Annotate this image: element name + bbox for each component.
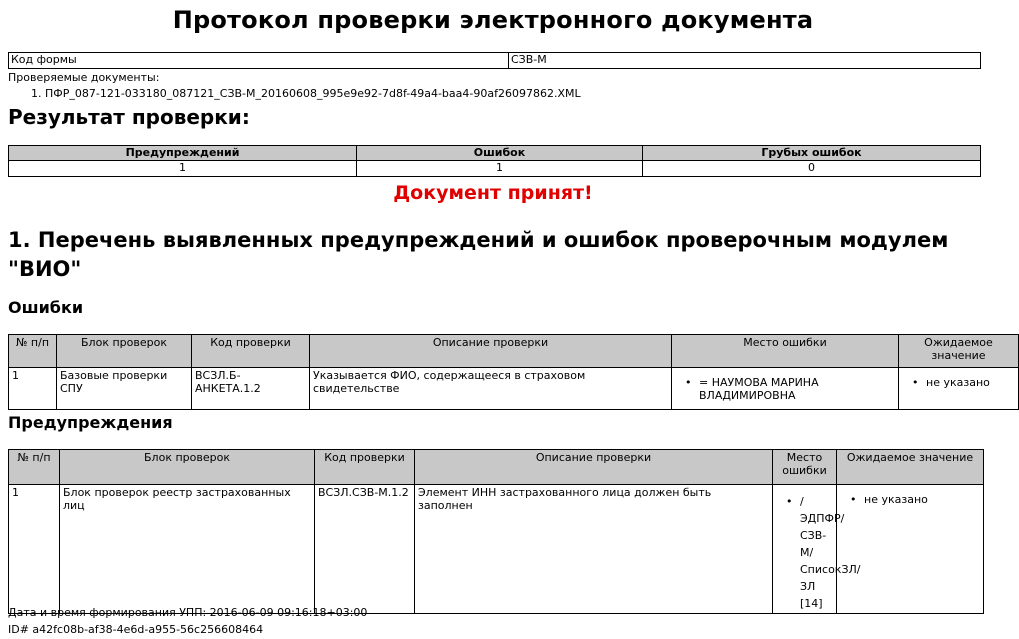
errors-header-block: Блок проверок [57, 335, 192, 368]
table-row [9, 485, 984, 614]
generation-datetime: Дата и время формирования УПП: 2016-06-09 09:16:18+03:00 [8, 606, 368, 619]
warnings-heading: Предупреждения [8, 413, 173, 432]
errors-header-num: № п/п [9, 335, 57, 368]
result-summary-table [8, 145, 981, 177]
section-heading: 1. Перечень выявленных предупреждений и ошибок проверочным модулем "ВИО" [8, 228, 949, 281]
warnings-header-code: Код проверки [315, 450, 415, 485]
errors-cell-desc: Указывается ФИО, содержащееся в страховом свидетельстве [310, 368, 672, 410]
warnings-header-place: Место ошибки [773, 450, 837, 485]
warnings-count-header: Предупреждений [9, 146, 357, 161]
document-id: ID# a42fc08b-af38-4e6d-a955-56c256608464 [8, 623, 264, 636]
errors-header-code: Код проверки [192, 335, 310, 368]
errors-header-place: Место ошибки [672, 335, 899, 368]
errors-cell-expected: • не указано [902, 376, 1015, 389]
warnings-cell-code: ВСЗЛ.СЗВ-М.1.2 [315, 485, 415, 614]
errors-cell-block: Базовые проверки СПУ [57, 368, 192, 410]
warnings-header-block: Блок проверок [60, 450, 315, 485]
gross-errors-count-header: Грубых ошибок [643, 146, 981, 161]
warnings-cell-expected: • не указано [840, 493, 980, 506]
warnings-table [8, 449, 984, 614]
warnings-count: 1 [9, 161, 357, 177]
errors-cell-expected-wrap [899, 368, 1019, 410]
checked-doc-item: 1. ПФР_087-121-033180_087121_СЗВ-М_20160608_995e9e92-7d8f-49a4-baa4-90af26097862.XML [31, 87, 581, 100]
warnings-cell-desc: Элемент ИНН застрахованного лица должен быть заполнен [415, 485, 773, 614]
form-code-value: СЗВ-М [509, 53, 981, 69]
table-row [9, 368, 1019, 410]
gross-errors-count: 0 [643, 161, 981, 177]
checked-docs-label: Проверяемые документы: [8, 71, 160, 84]
form-code-label: Код формы [9, 53, 509, 69]
errors-cell-place-wrap [672, 368, 899, 410]
errors-count: 1 [357, 161, 643, 177]
errors-count-header: Ошибок [357, 146, 643, 161]
errors-cell-code: ВСЗЛ.Б-АНКЕТА.1.2 [192, 368, 310, 410]
errors-heading: Ошибки [8, 298, 84, 317]
warnings-cell-expected-wrap [837, 485, 984, 614]
errors-header-expected: Ожидаемое значение [899, 335, 1019, 368]
page-title: Протокол проверки электронного документа [172, 6, 814, 34]
warnings-cell-block: Блок проверок реестр застрахованных лиц [60, 485, 315, 614]
warnings-header-expected: Ожидаемое значение [837, 450, 984, 485]
warnings-header-desc: Описание проверки [415, 450, 773, 485]
warnings-cell-place-wrap [773, 485, 861, 614]
errors-table [8, 334, 1019, 410]
errors-header-desc: Описание проверки [310, 335, 672, 368]
warnings-cell-place: • / ЭДПФР/ СЗВ-М/ СписокЗЛ/ ЗЛ [14] [776, 493, 836, 612]
warnings-cell-num: 1 [9, 485, 60, 614]
errors-cell-num: 1 [9, 368, 57, 410]
result-heading: Результат проверки: [8, 105, 250, 129]
errors-cell-place: • = НАУМОВА МАРИНА ВЛАДИМИРОВНА [675, 376, 895, 402]
status-message: Документ принят! [393, 182, 593, 204]
warnings-header-num: № п/п [9, 450, 60, 485]
form-code-table [8, 52, 981, 69]
